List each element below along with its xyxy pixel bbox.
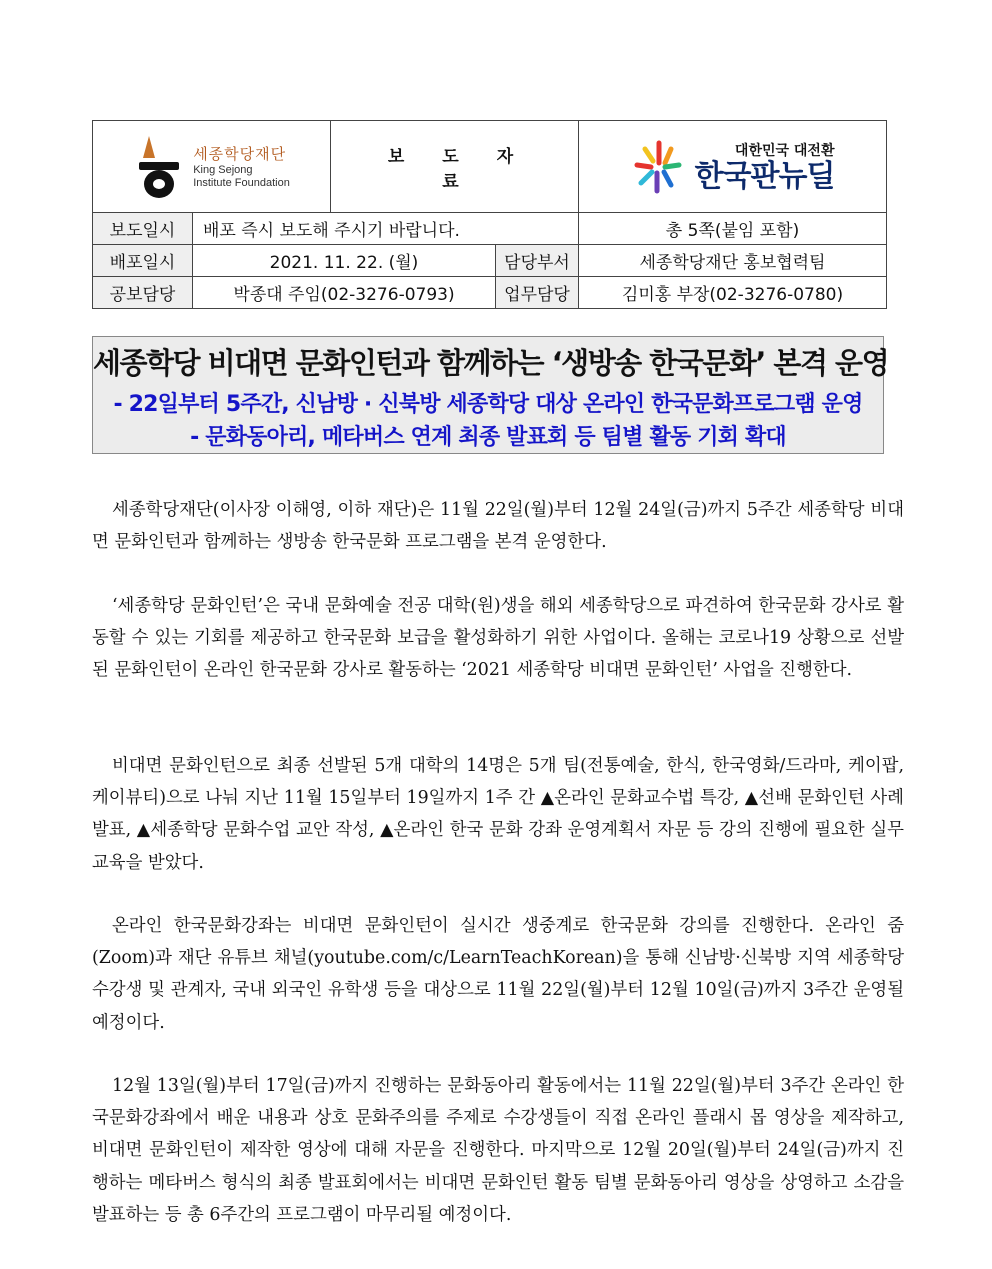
report-date-value: 배포 즉시 보도해 주시기 바랍니다. [193,213,579,245]
distribute-date-value: 2021. 11. 22. (월) [193,245,496,277]
paragraph-3: 비대면 문화인턴으로 최종 선발된 5개 대학의 14명은 5개 팀(전통예술, 한식, 한국영화/드라마, 케이팝, 케이뷰티)으로 나눠 지난 11월 15일부터 19일까지 1주 간 ▲온라인 문화교수법 특강, ▲선배 문화인턴 사례발표, ▲세종학당 문화수업 교안 작성, ▲온라인 한국 문화 강좌 운영계획서 자문 등 강의 진행에 필요한 실무 교육을 받았다. [92,756,904,873]
page-title: 보도자료 [331,121,579,213]
headline-sub-1: - 22일부터 5주간, 신남방 · 신북방 세종학당 대상 온라인 한국문화프로그램 운영 [113,392,863,417]
ksif-name-en-2: Institute Foundation [193,177,290,189]
paragraph-4: 온라인 한국문화강좌는 비대면 문화인턴이 실시간 생중계로 한국문화 강의를 진행한다. 온라인 줌(Zoom)과 재단 유튜브 채널(youtube.com/c/LearnTeachKorean)을 통해 신남방·신북방 지역 세종학당 수강생 및 관계자, 국내 외국인 유학생 등을 대상으로 11월 22일(월)부터 12월 10일(금)까지 3주간 운영될 예정이다. [92,916,904,1033]
ksif-name-ko: 세종학당재단 [193,145,287,163]
department-label: 담당부서 [496,245,579,277]
report-date-label: 보도일시 [93,213,193,245]
department-value: 세종학당재단 홍보협력팀 [579,245,887,277]
ksif-name-en-1: King Sejong [193,164,253,176]
work-contact-label: 업무담당 [496,277,579,309]
headline-box [92,336,889,454]
distribute-date-label: 배포일시 [93,245,193,277]
page-count: 총 5쪽(붙임 포함) [579,213,887,245]
ksif-logo-cell [93,121,331,213]
headline-main: 세종학당 비대면 문화인턴과 함께하는 ‘생방송 한국문화’ 본격 운영 [93,346,889,380]
pr-contact-label: 공보담당 [93,277,193,309]
newdeal-subtitle: 대한민국 대전환 [734,142,835,159]
work-contact-value: 김미홍 부장(02-3276-0780) [579,277,887,309]
newdeal-logo-icon [631,139,687,195]
headline-sub-2: - 문화동아리, 메타버스 연계 최종 발표회 등 팀별 활동 기회 확대 [190,425,786,450]
press-info-table [92,120,887,309]
paragraph-1: 세종학당재단(이사장 이해영, 이하 재단)은 11월 22일(월)부터 12월 24일(금)까지 5주간 세종학당 비대면 문화인턴과 함께하는 생방송 한국문화 프로그램을 본격 운영한다. [92,500,904,553]
paragraph-5: 12월 13일(월)부터 17일(금)까지 진행하는 문화동아리 활동에서는 11월 22일(월)부터 3주간 온라인 한국문화강좌에서 배운 내용과 상호 문화주의를 주제로 수강생들이 직접 온라인 플래시 몹 영상을 제작하고, 비대면 문화인턴이 제작한 영상에 대해 자문을 진행한다. 마지막으로 12월 20일(월)부터 24일(금)까지 진행하는 메타버스 형식의 최종 발표회에서는 비대면 문화인턴 활동 팀별 문화동아리 영상을 상영하고 소감을 발표하는 등 총 6주간의 프로그램이 마무리될 예정이다. [92,1076,904,1225]
ksif-logo-icon [133,132,185,202]
newdeal-title: 한국판뉴딜 [694,158,835,194]
newdeal-logo-cell [579,121,887,213]
pr-contact-value: 박종대 주임(02-3276-0793) [193,277,496,309]
paragraph-2: ‘세종학당 문화인턴’은 국내 문화예술 전공 대학(원)생을 해외 세종학당으로 파견하여 한국문화 강사로 활동할 수 있는 기회를 제공하고 한국문화 보급을 활성화하기 위한 사업이다. 올해는 코로나19 상황으로 선발된 문화인턴이 온라인 한국문화 강사로 활동하는 ‘2021 세종학당 비대면 문화인턴’ 사업을 진행한다. [92,596,904,681]
